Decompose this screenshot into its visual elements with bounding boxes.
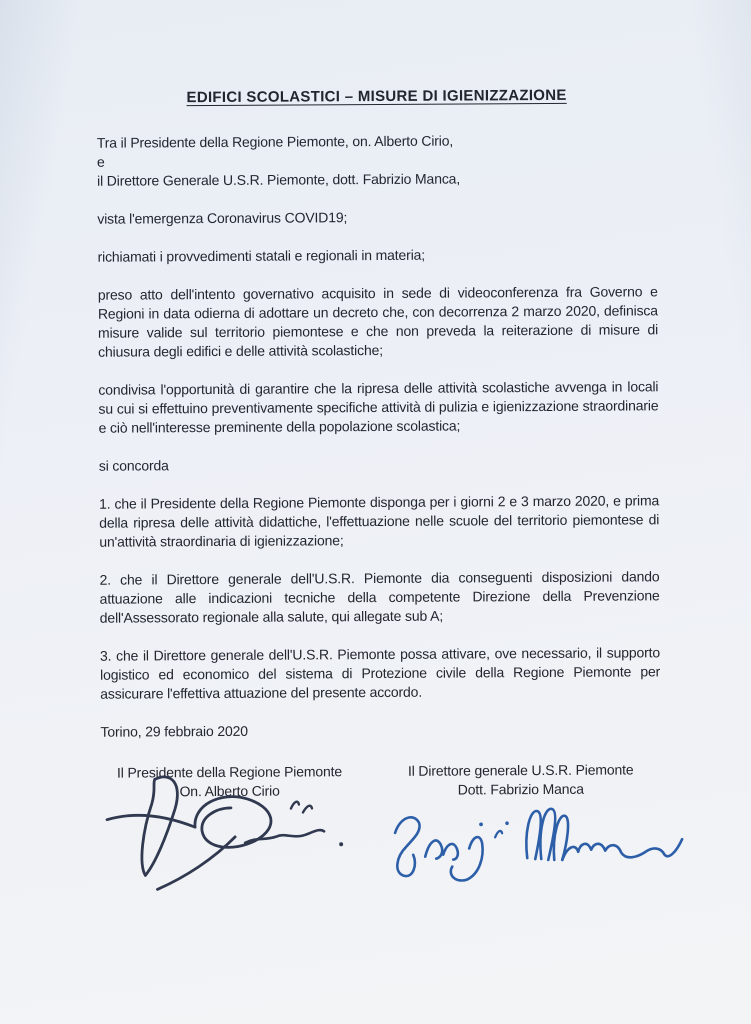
- intro-line-parties: Tra il Presidente della Regione Piemonte, on. Alberto Cirio,: [96, 132, 454, 151]
- signatory-left-name: On. Alberto Cirio: [179, 782, 280, 800]
- paragraph-vista: vista l'emergenza Coronavirus COVID19;: [97, 209, 348, 227]
- paragraph-preso-atto: preso atto dell'intento governativo acquisito in sede di videoconferenza fra Governo e Regioni in data odierna di adottare un decreto che, con decorrenza 2 marzo 2020, definisca misure valide sul territorio piemontese e che non preveda la reiterazione di misure di chiusura degli edifici e delle attività scolastiche;: [97, 283, 659, 360]
- paragraph-condivisa: condivisa l'opportunità di garantire che la ripresa delle attività scolastiche avvenga in locali su cui si effettuino preventivamente specifiche attività di pulizia e igienizzazione straordinarie e ciò nell'interesse preminente della popolazione scolastica;: [98, 378, 659, 436]
- signature-block: [101, 760, 662, 895]
- signature-manca-autograph: [381, 801, 692, 893]
- paragraph-point-1: 1. che il Presidente della Regione Piemonte disponga per i giorni 2 e 3 marzo 2020, e prima della ripresa delle attività didattiche, l'effettuazione nelle scuole del territorio piemontese di un'attività straordinaria di igienizzazione;: [99, 492, 660, 550]
- intro-line-and: e: [96, 153, 105, 170]
- dateline: Torino, 29 febbraio 2020: [100, 722, 248, 740]
- signatory-right-name: Dott. Fabrizio Manca: [457, 780, 584, 798]
- document-content: [97, 86, 662, 895]
- paragraph-richiamati: richiamati i provvedimenti statali e regionali in materia;: [97, 246, 426, 265]
- signature-right-column: [381, 760, 662, 894]
- signatory-left-role: Il Presidente della Regione Piemonte: [116, 763, 343, 781]
- paragraph-point-3: 3. che il Direttore generale dell'U.S.R. Piemonte possa attivare, ove necessario, il supporto logistico ed economico del sistema di Protezione civile della Regione Piemonte per assicurare l'effettiva attuazione del presente accordo.: [99, 644, 661, 702]
- paragraph-si-concorda: si concorda: [98, 457, 169, 474]
- intro-line-director: il Direttore Generale U.S.R. Piemonte, dott. Fabrizio Manca,: [97, 170, 461, 189]
- signatory-right-role: Il Direttore generale U.S.R. Piemonte: [407, 761, 634, 779]
- paragraph-point-2: 2. che il Direttore generale dell'U.S.R. Piemonte dia conseguenti disposizioni dando attuazione alle indicazioni tecniche della competente Direzione della Prevenzione dell'Assessorato regionale alla salute, qui allegate sub A;: [99, 568, 660, 626]
- signature-left-column: [101, 762, 359, 896]
- document-title: EDIFICI SCOLASTICI – MISURE DI IGIENIZZAZIONE: [186, 86, 567, 107]
